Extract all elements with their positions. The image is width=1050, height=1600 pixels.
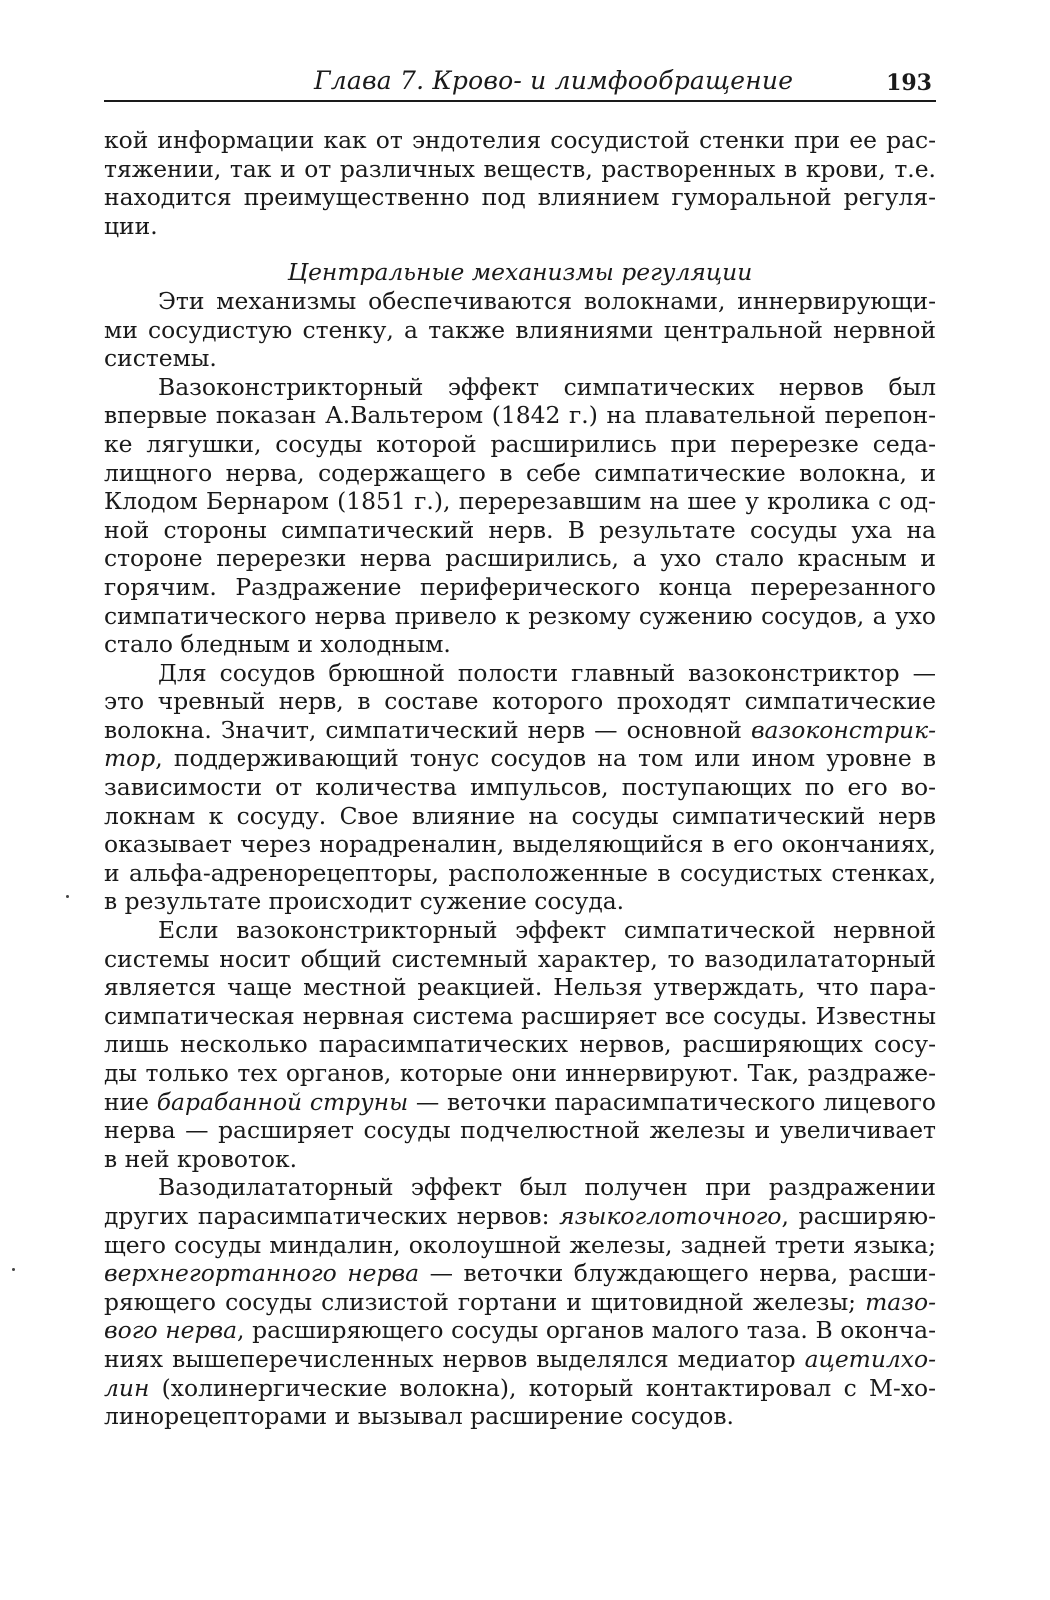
text-run: (холинергические волокна), который контактировал с М-холинорецепторами и вызывал расширение сосудов. bbox=[104, 1373, 936, 1431]
text-run: , поддерживающий тонус сосудов на том или ином уровне в зависимости от количества импульсов, поступающих по его волокнам к сосуду. Свое влияние на сосуды симпатический нерв оказывает через норадреналин, выделяющийся в его окончаниях, и альфа-адренорецепторы, расположенные в сосудистых стенках, в результате происходит сужение сосуда. bbox=[104, 744, 936, 916]
paragraph bbox=[104, 373, 936, 659]
italic-term: тазового нерва bbox=[104, 1287, 936, 1345]
text-run: Эти механизмы обеспечиваются волокнами, иннервирующими сосудистую стенку, а также влияниями центральной нервной системы. bbox=[104, 286, 936, 373]
chapter-title: Глава 7. Крово- и лимфообращение bbox=[314, 66, 794, 95]
text-run: , расширяющего сосуды органов малого таза. В окончаниях вышеперечисленных нервов выделялся медиатор bbox=[104, 1316, 936, 1373]
text-run: Если вазоконстрикторный эффект симпатической нервной системы носит общий системный характер, то вазодилататорный является чаще местной реакцией. Нельзя утверждать, что парасимпатическая нервная система расширяет все сосуды. Известны лишь несколько парасимпатических нервов, расширяющих сосуды только тех органов, которые они иннервируют. Так, раздражение bbox=[104, 916, 936, 1116]
text-run: — веточки парасимпатического лицевого нерва — расширяет сосуды подчелюстной железы и увеличивает в ней кровоток. bbox=[104, 1087, 936, 1173]
text-run: Вазодилататорный эффект был получен при раздражении других парасимпатических нервов: bbox=[104, 1173, 936, 1230]
scan-speck bbox=[12, 1268, 15, 1271]
paragraph bbox=[104, 659, 936, 916]
section-heading: Центральные механизмы регуляции bbox=[287, 258, 753, 287]
paragraph bbox=[104, 287, 936, 373]
text-run: — веточки блуждающего нерва, расширяющего сосуды слизистой гортани и щитовидной железы; bbox=[104, 1259, 936, 1316]
italic-term: вазоконстриктор bbox=[104, 715, 936, 773]
text-run: кой информации как от эндотелия сосудистой стенки при ее растяжении, так и от различных веществ, растворенных в крови, т.е. находится преимущественно под влиянием гуморальной регуляции. bbox=[104, 126, 936, 240]
italic-term: верхнегортанного нерва bbox=[104, 1259, 420, 1288]
text-run: Вазоконстрикторный эффект симпатических нервов был впервые показан А.Вальтером (1842 г.) на плавательной перепонке лягушки, сосуды которой расширились при перерезке седалищного нерва, содержащего в себе симпатические волокна, и Клодом Бернаром (1851 г.), перерезавшим на шее у кролика с одной стороны симпатический нерв. В результате сосуды уха на стороне перерезки нерва расширились, а ухо стало красным и горячим. Раздражение периферического конца перерезанного симпатического нерва привело к резкому сужению сосудов, а ухо стало бледным и холодным. bbox=[104, 372, 936, 659]
page-number: 193 bbox=[886, 70, 932, 96]
paragraph bbox=[104, 1173, 936, 1430]
italic-term: языкоглоточного bbox=[559, 1201, 782, 1230]
paragraph bbox=[104, 916, 936, 1173]
italic-term: ацетилхолин bbox=[104, 1344, 936, 1402]
paragraph bbox=[104, 126, 936, 240]
book-page bbox=[104, 62, 936, 1431]
italic-term: барабанной струны bbox=[156, 1087, 409, 1116]
body-text bbox=[104, 126, 936, 1431]
text-run: , расширяющего сосуды миндалин, околоушной железы, задней трети языка; bbox=[104, 1201, 936, 1259]
scan-speck bbox=[66, 895, 69, 898]
running-header bbox=[104, 62, 936, 102]
text-run: Для сосудов брюшной полости главный вазоконстриктор — это чревный нерв, в составе которого проходят симпатические волокна. Значит, симпатический нерв — основной bbox=[104, 658, 936, 744]
